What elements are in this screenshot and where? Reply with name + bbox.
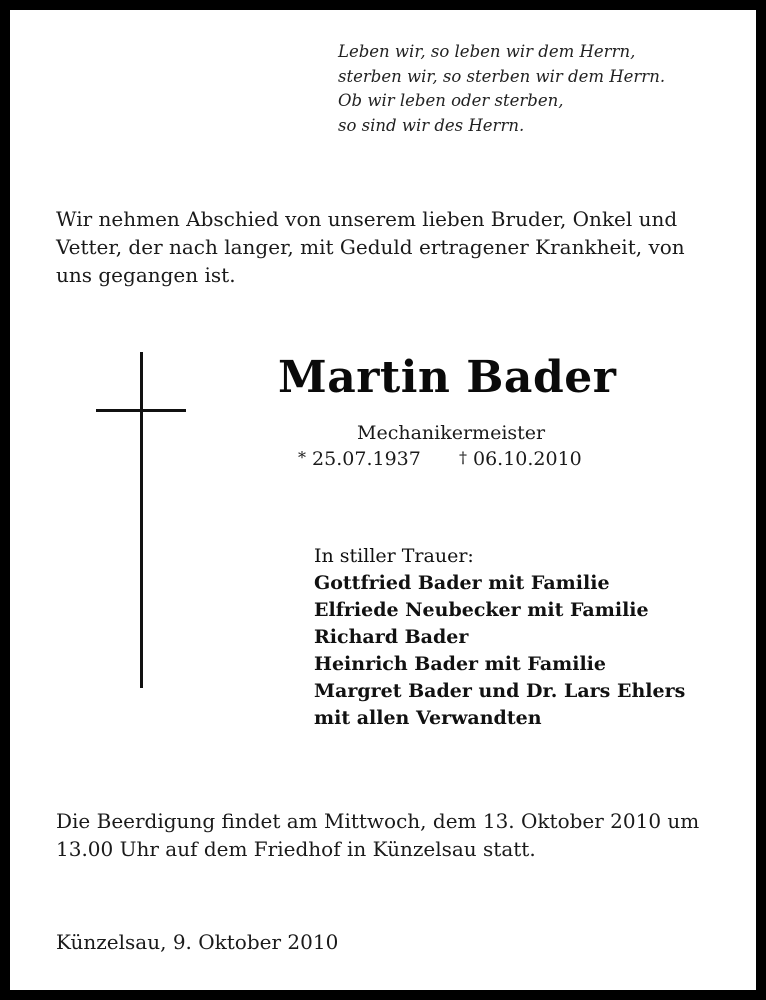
obituary-notice — [10, 10, 756, 990]
bible-verse — [338, 40, 665, 138]
life-dates — [298, 448, 582, 470]
place-and-date: Künzelsau, 9. Oktober 2010 — [56, 930, 339, 954]
verse-line: Leben wir, so leben wir dem Herrn, — [338, 42, 636, 61]
birth-date: 25.07.1937 — [312, 448, 421, 470]
funeral-line: Die Beerdigung findet am Mittwoch, dem 13. Oktober 2010 um — [56, 809, 700, 833]
farewell-line: uns gegangen ist. — [56, 263, 236, 287]
funeral-info — [56, 807, 746, 863]
mourners-list — [314, 543, 685, 732]
verse-line: Ob wir leben oder sterben, — [338, 91, 564, 110]
mourner: Elfriede Neubecker mit Familie — [314, 599, 649, 621]
death-date: 06.10.2010 — [472, 448, 582, 470]
mourner: Richard Bader — [314, 626, 469, 648]
verse-line: sterben wir, so sterben wir dem Herrn. — [338, 66, 666, 86]
death-symbol: † — [458, 448, 467, 467]
mourner: Gottfried Bader mit Familie — [314, 572, 610, 594]
deceased-name: Martin Bader — [278, 352, 617, 403]
farewell-line: Vetter, der nach langer, mit Geduld ertragener Krankheit, von — [56, 235, 685, 259]
farewell-text — [56, 205, 736, 289]
mourner: Margret Bader und Dr. Lars Ehlers — [314, 680, 686, 702]
birth-symbol: * — [298, 448, 306, 467]
farewell-line: Wir nehmen Abschied von unserem lieben Bruder, Onkel und — [56, 207, 678, 231]
mourner: mit allen Verwandten — [314, 707, 542, 729]
mourner: Heinrich Bader mit Familie — [314, 653, 606, 675]
verse-line: so sind wir des Herrn. — [338, 115, 525, 135]
cross-icon — [96, 352, 188, 688]
funeral-line: 13.00 Uhr auf dem Friedhof in Künzelsau statt. — [56, 837, 536, 861]
deceased-profession: Mechanikermeister — [357, 422, 546, 444]
mourning-lead: In stiller Trauer: — [314, 545, 474, 567]
